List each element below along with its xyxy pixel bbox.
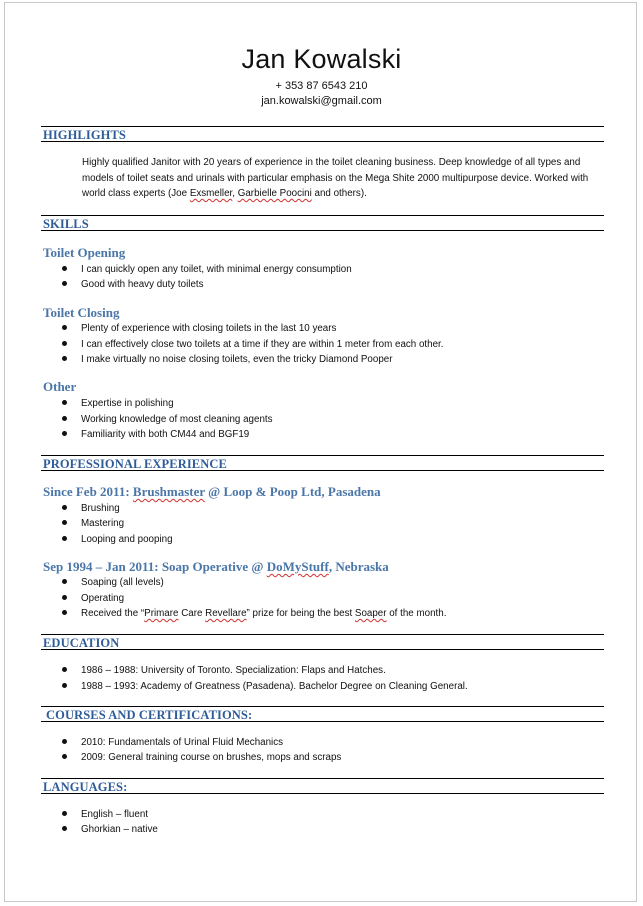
list-item: 1988 – 1993: Academy of Greatness (Pasadena). Bachelor Degree on Cleaning General.: [62, 681, 468, 692]
misspelled-word: Revellare: [205, 608, 247, 619]
list-item: I make virtually no noise closing toilets, even the tricky Diamond Pooper: [62, 354, 392, 365]
section-bar-education: [41, 634, 604, 650]
list-item: Mastering: [62, 518, 124, 529]
list-item: Ghorkian – native: [62, 824, 158, 835]
list-item: Plenty of experience with closing toilets in the last 10 years: [62, 323, 336, 334]
email-address: jan.kowalski@gmail.com: [261, 95, 382, 107]
highlights-line: world class experts (Joe Exsmeller, Garbielle Poocini and others).: [82, 188, 367, 199]
highlights-line: Highly qualified Janitor with 20 years of experience in the toilet cleaning business. Deep knowledge of all types and: [82, 157, 581, 168]
list-item: Looping and pooping: [62, 534, 173, 545]
section-title-highlights: HIGHLIGHTS: [43, 128, 126, 142]
list-item: Received the “Primare Care Revellare” prize for being the best Soaper of the month.: [62, 608, 446, 619]
list-item: I can effectively close two toilets at a time if they are within 1 meter from each other.: [62, 339, 443, 350]
list-item: Expertise in polishing: [62, 398, 174, 409]
candidate-name: Jan Kowalski: [241, 44, 402, 74]
phone-number: + 353 87 6543 210: [275, 80, 368, 92]
list-item: Operating: [62, 593, 124, 604]
skill-group-heading: Toilet Opening: [43, 245, 126, 260]
section-title-education: EDUCATION: [43, 636, 120, 650]
misspelled-word: Exsmeller: [189, 188, 233, 199]
section-title-experience: PROFESSIONAL EXPERIENCE: [43, 457, 227, 471]
section-title-courses: COURSES AND CERTIFICATIONS:: [46, 708, 253, 722]
list-item: Brushing: [62, 503, 120, 514]
misspelled-word: Soaper: [354, 608, 387, 619]
section-bar-skills: [41, 215, 604, 231]
section-title-languages: LANGUAGES:: [43, 780, 128, 794]
misspelled-word: Brushmaster: [132, 484, 205, 499]
misspelled-word: Garbielle Poocini: [237, 188, 312, 199]
misspelled-word: DoMyStuff: [266, 559, 329, 574]
list-item: Familiarity with both CM44 and BGF19: [62, 429, 249, 440]
highlights-paragraph: [82, 155, 602, 202]
section-title-skills: SKILLS: [43, 217, 89, 231]
list-item: Good with heavy duty toilets: [62, 279, 204, 290]
job-heading: Since Feb 2011: Brushmaster @ Loop & Poop Ltd, Pasadena: [43, 484, 381, 499]
list-item: Soaping (all levels): [62, 577, 164, 588]
list-item: Working knowledge of most cleaning agents: [62, 414, 273, 425]
skill-group-heading: Other: [43, 379, 77, 394]
list-item: 2010: Fundamentals of Urinal Fluid Mechanics: [62, 737, 283, 748]
list-item: 2009: General training course on brushes, mops and scraps: [62, 752, 341, 763]
highlights-line: models of toilet seats and urinals with particular emphasis on the Mega Shite 2000 multipurpose device. Worked with: [82, 172, 589, 184]
list-item: English – fluent: [62, 809, 148, 820]
misspelled-word: Primare: [144, 608, 179, 619]
list-item: 1986 – 1988: University of Toronto. Specialization: Flaps and Hatches.: [62, 665, 386, 676]
skill-group-heading: Toilet Closing: [43, 305, 120, 320]
list-item: I can quickly open any toilet, with minimal energy consumption: [62, 264, 352, 275]
job-heading: Sep 1994 – Jan 2011: Soap Operative @ DoMyStuff, Nebraska: [43, 559, 389, 574]
